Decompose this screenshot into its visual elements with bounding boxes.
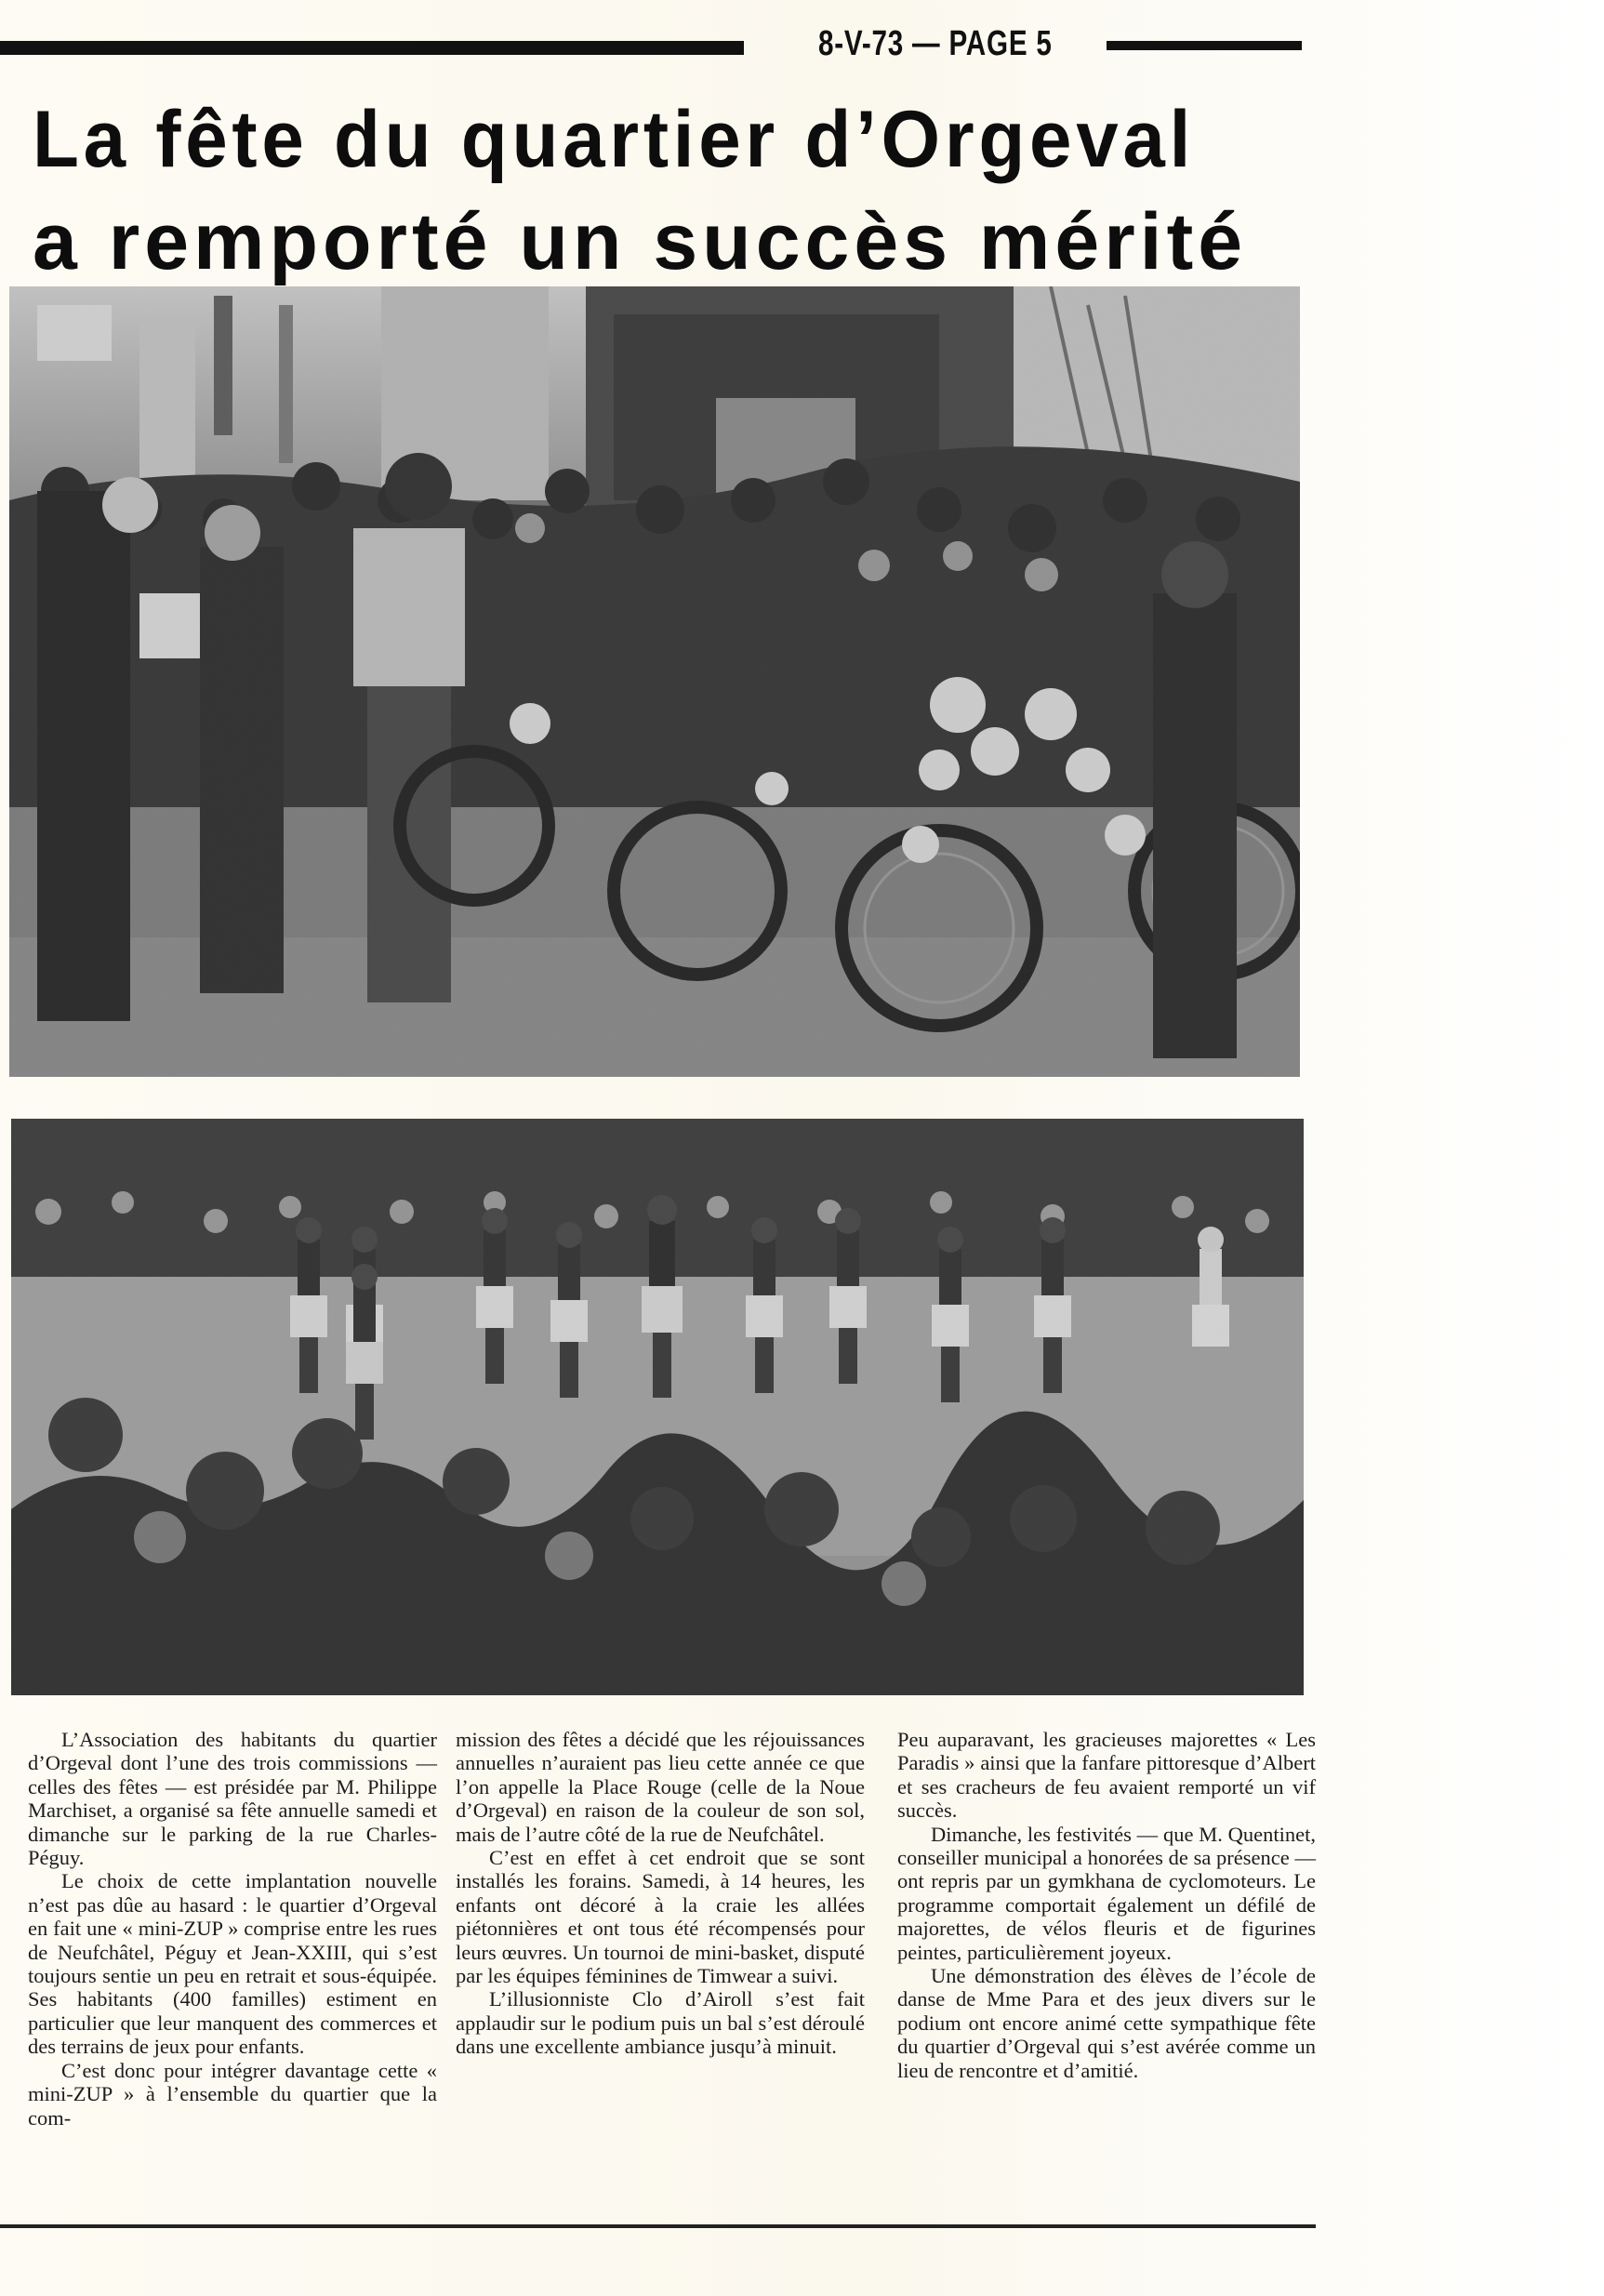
paragraph: C’est en effet à cet endroit que se sont installés les forains. Samedi, à 14 heures, les enfants ont décoré à la craie les allées piétonnières et ont tous été récompensés pour leurs œuvres. Un tournoi de mini-basket, disputé par les équipes féminines de Timwear a suivi. [456, 1846, 865, 1988]
article-column-3 [897, 1728, 1316, 2082]
paragraph: Une démonstration des élèves de l’école de danse de Mme Para et des jeux divers sur le podium ont encore animé cette sympathique fête du quartier d’Orgeval qui s’est avérée comme un lieu de rencontre et d’amitié. [897, 1964, 1316, 2082]
paragraph: mission des fêtes a décidé que les réjouissances annuelles n’auraient pas lieu cette année ce que l’on appelle la Place Rouge (celle de la Noue d’Orgeval) en raison de la couleur de son sol, mais de l’autre côté de la rue de Neufchâtel. [456, 1728, 865, 1846]
paragraph: L’Association des habitants du quartier d’Orgeval dont l’une des trois commissions — celles des fêtes — est présidée par M. Philippe Marchiset, a organisé sa fête annuelle samedi et dimanche sur le parking de la rue Charles-Péguy. [28, 1728, 437, 1870]
article-column-2 [456, 1728, 865, 2059]
photo-decorated-bicycles [9, 286, 1300, 1077]
headline-line-2: a remporté un succès mérité [33, 197, 1248, 286]
article-headline [33, 88, 1297, 293]
top-rule-right [1107, 41, 1302, 50]
article-body [28, 1728, 1320, 2211]
article-column-1 [28, 1728, 437, 2130]
paragraph: L’illusionniste Clo d’Airoll s’est fait applaudir sur le podium puis un bal s’est déroulé dans une excellente ambiance jusqu’à minuit. [456, 1987, 865, 2059]
dateline: 8-V-73 — PAGE 5 [818, 23, 1053, 63]
top-rule [0, 41, 744, 55]
paragraph: Le choix de cette implantation nouvelle n’est pas dûe au hasard : le quartier d’Orgeval en fait une « mini-ZUP » comprise entre les rues de Neufchâtel, Péguy et Jean-XXIII, qui s’est toujours sentie un peu en retrait et sous-équipée. Ses habitants (400 familles) estiment en particulier que leur manquent des commerces et des terrains de jeux pour enfants. [28, 1869, 437, 2059]
paragraph: Dimanche, les festivités — que M. Quentinet, conseiller municipal a honorées de sa présence — ont repris par un gymkhana de cyclomoteurs. Le programme comportait également un défilé de majorettes, de vélos fleuris et de figurines peintes, particulièrement joyeux. [897, 1822, 1316, 1964]
photo-majorettes-dance-image [11, 1119, 1304, 1695]
headline-line-1: La fête du quartier d’Orgeval [33, 95, 1196, 184]
paragraph: Peu auparavant, les gracieuses majorettes « Les Paradis » ainsi que la fanfare pittoresque d’Albert et ses cracheurs de feu avaient remporté un vif succès. [897, 1728, 1316, 1823]
paragraph: C’est donc pour intégrer davantage cette « mini-ZUP » à l’ensemble du quartier que la com- [28, 2058, 437, 2130]
photo-decorated-bicycles-image [9, 286, 1300, 1077]
photo-majorettes-dance [11, 1119, 1304, 1695]
bottom-rule [0, 2224, 1316, 2228]
